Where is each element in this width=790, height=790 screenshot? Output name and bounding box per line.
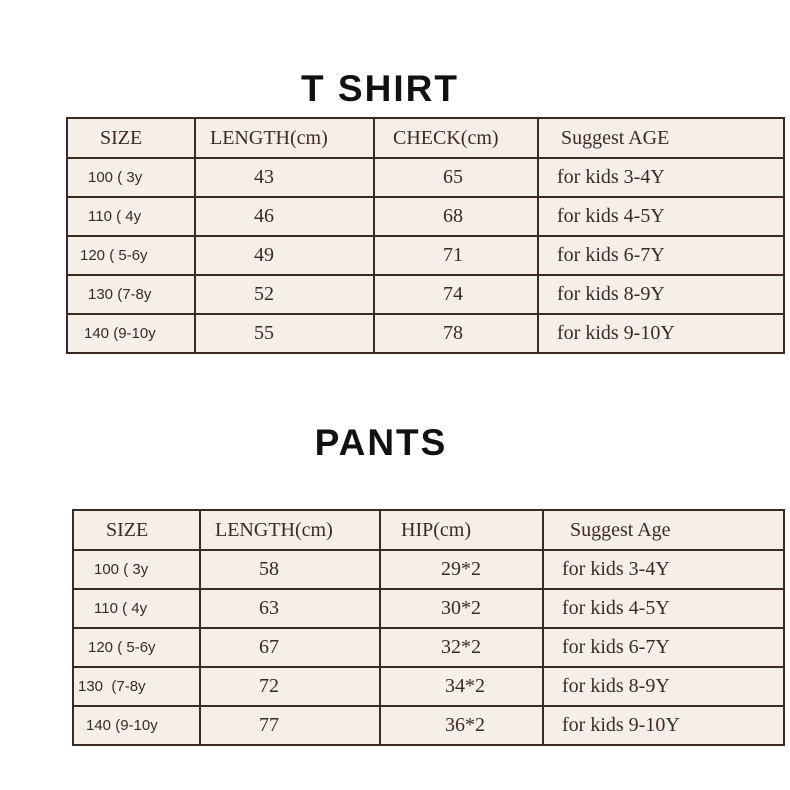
check-cell: 74	[374, 275, 538, 314]
size-cell: 110 ( 4y	[73, 589, 200, 628]
length-cell: 67	[200, 628, 380, 667]
header-size: SIZE	[67, 118, 195, 158]
age-cell: for kids 3-4Y	[543, 550, 784, 589]
header-age: Suggest AGE	[538, 118, 784, 158]
tshirt-size-table	[66, 117, 785, 354]
table-row	[73, 706, 784, 745]
table-row	[73, 550, 784, 589]
age-cell: for kids 4-5Y	[538, 197, 784, 236]
length-cell: 72	[200, 667, 380, 706]
table-row	[67, 236, 784, 275]
table-row	[67, 275, 784, 314]
table-row	[73, 628, 784, 667]
length-cell: 55	[195, 314, 374, 353]
length-cell: 58	[200, 550, 380, 589]
length-cell: 49	[195, 236, 374, 275]
age-cell: for kids 9-10Y	[543, 706, 784, 745]
size-cell: 120 ( 5-6y	[67, 236, 195, 275]
size-cell: 100 ( 3y	[73, 550, 200, 589]
tshirt-title: T SHIRT	[301, 68, 459, 109]
size-cell: 140 (9-10y	[67, 314, 195, 353]
header-hip: HIP(cm)	[380, 510, 543, 550]
age-cell: for kids 9-10Y	[538, 314, 784, 353]
size-cell: 120 ( 5-6y	[73, 628, 200, 667]
length-cell: 52	[195, 275, 374, 314]
hip-cell: 34*2	[380, 667, 543, 706]
length-cell: 63	[200, 589, 380, 628]
pants-size-table	[72, 509, 785, 746]
hip-cell: 32*2	[380, 628, 543, 667]
size-cell: 130 (7-8y	[73, 667, 200, 706]
header-age: Suggest Age	[543, 510, 784, 550]
hip-cell: 36*2	[380, 706, 543, 745]
pants-title: PANTS	[314, 422, 448, 463]
age-cell: for kids 6-7Y	[543, 628, 784, 667]
table-row	[67, 158, 784, 197]
length-cell: 46	[195, 197, 374, 236]
header-size: SIZE	[73, 510, 200, 550]
table-header-row	[73, 510, 784, 550]
hip-cell: 29*2	[380, 550, 543, 589]
check-cell: 78	[374, 314, 538, 353]
table-row	[73, 667, 784, 706]
size-cell: 110 ( 4y	[67, 197, 195, 236]
table-row	[67, 197, 784, 236]
age-cell: for kids 3-4Y	[538, 158, 784, 197]
table-row	[67, 314, 784, 353]
table-header-row	[67, 118, 784, 158]
length-cell: 77	[200, 706, 380, 745]
length-cell: 43	[195, 158, 374, 197]
age-cell: for kids 8-9Y	[543, 667, 784, 706]
age-cell: for kids 8-9Y	[538, 275, 784, 314]
age-cell: for kids 6-7Y	[538, 236, 784, 275]
check-cell: 68	[374, 197, 538, 236]
check-cell: 65	[374, 158, 538, 197]
header-check: CHECK(cm)	[374, 118, 538, 158]
table-row	[73, 589, 784, 628]
age-cell: for kids 4-5Y	[543, 589, 784, 628]
size-cell: 100 ( 3y	[67, 158, 195, 197]
size-cell: 130 (7-8y	[67, 275, 195, 314]
header-length: LENGTH(cm)	[195, 118, 374, 158]
size-cell: 140 (9-10y	[73, 706, 200, 745]
hip-cell: 30*2	[380, 589, 543, 628]
header-length: LENGTH(cm)	[200, 510, 380, 550]
check-cell: 71	[374, 236, 538, 275]
